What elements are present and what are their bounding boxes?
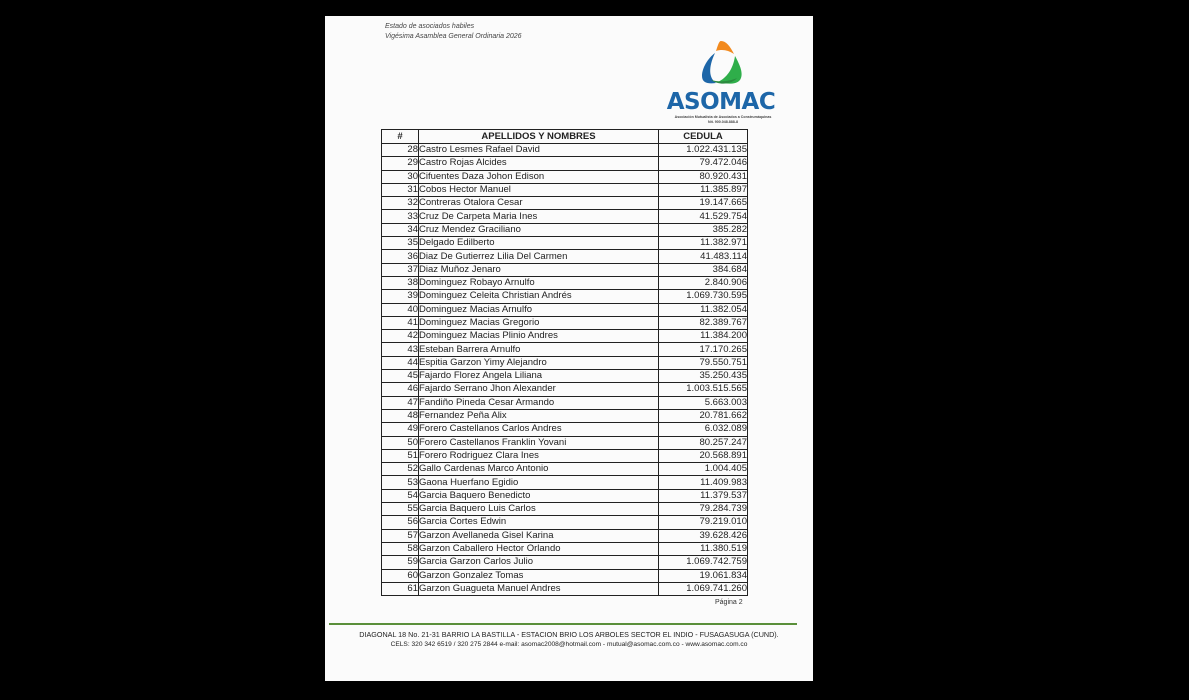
row-number: 52 — [382, 463, 419, 476]
table-row — [382, 276, 748, 289]
logo-wordmark: ASOMAC — [666, 89, 776, 115]
row-name: Esteban Barrera Arnulfo — [419, 343, 659, 356]
table-row — [382, 303, 748, 316]
table-row — [382, 290, 748, 303]
triangle-logo-icon — [696, 38, 746, 88]
row-cedula: 1.069.730.595 — [659, 290, 748, 303]
row-number: 60 — [382, 569, 419, 582]
row-cedula: 6.032.089 — [659, 423, 748, 436]
row-name: Castro Lesmes Rafael David — [419, 144, 659, 157]
footer-contact: CELS: 320 342 6519 / 320 275 2844 e-mail: asomac2008@hotmail.com - mutual@asomac.com.co - www.asomac.com.co — [390, 641, 748, 648]
row-name: Dominguez Macias Plinio Andres — [419, 330, 659, 343]
row-name: Garzon Gonzalez Tomas — [419, 569, 659, 582]
row-name: Fandiño Pineda Cesar Armando — [419, 396, 659, 409]
table-row — [382, 330, 748, 343]
row-number: 33 — [382, 210, 419, 223]
row-name: Castro Rojas Alcides — [419, 157, 659, 170]
row-cedula: 79.550.751 — [659, 356, 748, 369]
row-name: Dominguez Celeita Christian Andrés — [419, 290, 659, 303]
row-number: 53 — [382, 476, 419, 489]
row-cedula: 11.382.971 — [659, 237, 748, 250]
row-name: Garzon Guagueta Manuel Andres — [419, 582, 659, 595]
row-name: Forero Rodriguez Clara Ines — [419, 449, 659, 462]
row-cedula: 20.781.662 — [659, 409, 748, 422]
table-row — [382, 316, 748, 329]
row-number: 30 — [382, 170, 419, 183]
row-name: Garcia Baquero Benedicto — [419, 489, 659, 502]
document-page — [325, 16, 813, 681]
row-cedula: 5.663.003 — [659, 396, 748, 409]
row-number: 51 — [382, 449, 419, 462]
row-number: 35 — [382, 237, 419, 250]
row-name: Cruz De Carpeta Maria Ines — [419, 210, 659, 223]
table-row — [382, 423, 748, 436]
row-number: 43 — [382, 343, 419, 356]
document-header — [385, 22, 522, 42]
asomac-logo — [663, 38, 779, 142]
row-number: 37 — [382, 263, 419, 276]
row-number: 54 — [382, 489, 419, 502]
row-number: 32 — [382, 197, 419, 210]
row-number: 47 — [382, 396, 419, 409]
row-number: 50 — [382, 436, 419, 449]
row-name: Forero Castellanos Franklin Yovani — [419, 436, 659, 449]
header-line-2: Vigésima Asamblea General Ordinaria 2026 — [385, 33, 522, 40]
logo-nit: Nit. 900.048.888-8 — [708, 119, 738, 124]
table-row — [382, 210, 748, 223]
row-name: Espitia Garzon Yimy Alejandro — [419, 356, 659, 369]
row-name: Cobos Hector Manuel — [419, 183, 659, 196]
row-number: 57 — [382, 529, 419, 542]
row-name: Contreras Otalora Cesar — [419, 197, 659, 210]
logo-subtitle — [671, 115, 775, 124]
row-name: Dominguez Macias Gregorio — [419, 316, 659, 329]
table-row — [382, 569, 748, 582]
row-cedula: 385.282 — [659, 223, 748, 236]
row-name: Forero Castellanos Carlos Andres — [419, 423, 659, 436]
table-row — [382, 503, 748, 516]
row-cedula: 41.483.114 — [659, 250, 748, 263]
row-number: 59 — [382, 556, 419, 569]
row-name: Diaz Muñoz Jenaro — [419, 263, 659, 276]
table-row — [382, 529, 748, 542]
row-number: 58 — [382, 542, 419, 555]
row-number: 28 — [382, 144, 419, 157]
table-row — [382, 144, 748, 157]
table-row — [382, 343, 748, 356]
row-number: 31 — [382, 183, 419, 196]
row-number: 61 — [382, 582, 419, 595]
row-name: Fajardo Florez Angela Liliana — [419, 370, 659, 383]
row-cedula: 384.684 — [659, 263, 748, 276]
row-cedula: 2.840.906 — [659, 276, 748, 289]
row-number: 56 — [382, 516, 419, 529]
header-names: APELLIDOS Y NOMBRES — [419, 130, 659, 144]
row-cedula: 79.219.010 — [659, 516, 748, 529]
row-name: Diaz De Gutierrez Lilia Del Carmen — [419, 250, 659, 263]
row-name: Cifuentes Daza Johon Edison — [419, 170, 659, 183]
row-cedula: 82.389.767 — [659, 316, 748, 329]
table-row — [382, 436, 748, 449]
row-cedula: 79.472.046 — [659, 157, 748, 170]
logo-subtitle-name: Asociación Mutualista de Asociados a Construmáquinas — [674, 115, 772, 119]
row-cedula: 1.004.405 — [659, 463, 748, 476]
footer-divider — [329, 623, 797, 625]
table-row — [382, 409, 748, 422]
table-row — [382, 157, 748, 170]
row-cedula: 80.920.431 — [659, 170, 748, 183]
table-row — [382, 582, 748, 595]
table-row — [382, 263, 748, 276]
row-name: Cruz Mendez Graciliano — [419, 223, 659, 236]
row-number: 42 — [382, 330, 419, 343]
table-row — [382, 489, 748, 502]
row-number: 40 — [382, 303, 419, 316]
table-row — [382, 383, 748, 396]
row-name: Garcia Garzon Carlos Julio — [419, 556, 659, 569]
header-line-1: Estado de asociados habiles — [385, 23, 475, 30]
table-row — [382, 183, 748, 196]
table-row — [382, 476, 748, 489]
table-row — [382, 516, 748, 529]
row-name: Gallo Cardenas Marco Antonio — [419, 463, 659, 476]
row-name: Garcia Baquero Luis Carlos — [419, 503, 659, 516]
table-row — [382, 556, 748, 569]
row-cedula: 19.061.834 — [659, 569, 748, 582]
table-header-row — [382, 130, 748, 144]
row-cedula: 35.250.435 — [659, 370, 748, 383]
header-number: # — [382, 130, 419, 144]
row-name: Dominguez Robayo Arnulfo — [419, 276, 659, 289]
row-cedula: 1.003.515.565 — [659, 383, 748, 396]
row-number: 48 — [382, 409, 419, 422]
row-number: 34 — [382, 223, 419, 236]
table-row — [382, 542, 748, 555]
row-cedula: 39.628.426 — [659, 529, 748, 542]
row-number: 49 — [382, 423, 419, 436]
row-cedula: 20.568.891 — [659, 449, 748, 462]
row-name: Gaona Huerfano Egidio — [419, 476, 659, 489]
row-cedula: 79.284.739 — [659, 503, 748, 516]
table-row — [382, 197, 748, 210]
row-name: Fernandez Peña Alix — [419, 409, 659, 422]
row-cedula: 80.257.247 — [659, 436, 748, 449]
associates-table — [381, 129, 748, 596]
footer-address: DIAGONAL 18 No. 21-31 BARRIO LA BASTILLA - ESTACION BRIO LOS ARBOLES SECTOR EL INDIO - FUSAGASUGA (CUND). — [359, 630, 779, 639]
row-cedula: 11.385.897 — [659, 183, 748, 196]
row-number: 41 — [382, 316, 419, 329]
row-cedula: 11.409.983 — [659, 476, 748, 489]
row-number: 44 — [382, 356, 419, 369]
row-cedula: 1.069.742.759 — [659, 556, 748, 569]
table-row — [382, 463, 748, 476]
row-number: 38 — [382, 276, 419, 289]
row-cedula: 11.379.537 — [659, 489, 748, 502]
row-number: 39 — [382, 290, 419, 303]
row-cedula: 17.170.265 — [659, 343, 748, 356]
row-cedula: 41.529.754 — [659, 210, 748, 223]
page-number: Página 2 — [715, 599, 743, 606]
row-number: 46 — [382, 383, 419, 396]
row-name: Dominguez Macias Arnulfo — [419, 303, 659, 316]
row-number: 36 — [382, 250, 419, 263]
row-number: 29 — [382, 157, 419, 170]
row-name: Garzon Caballero Hector Orlando — [419, 542, 659, 555]
row-cedula: 19.147.665 — [659, 197, 748, 210]
table-row — [382, 449, 748, 462]
table-row — [382, 396, 748, 409]
row-number: 45 — [382, 370, 419, 383]
table-row — [382, 370, 748, 383]
table-row — [382, 250, 748, 263]
row-name: Garzon Avellaneda Gisel Karina — [419, 529, 659, 542]
row-cedula: 1.069.741.260 — [659, 582, 748, 595]
row-name: Delgado Edilberto — [419, 237, 659, 250]
row-cedula: 1.022.431.135 — [659, 144, 748, 157]
table-row — [382, 237, 748, 250]
table-row — [382, 223, 748, 236]
row-cedula: 11.380.519 — [659, 542, 748, 555]
row-name: Fajardo Serrano Jhon Alexander — [419, 383, 659, 396]
table-row — [382, 170, 748, 183]
row-name: Garcia Cortes Edwin — [419, 516, 659, 529]
row-cedula: 11.384.200 — [659, 330, 748, 343]
header-cedula: CEDULA — [659, 130, 748, 144]
table-row — [382, 356, 748, 369]
row-cedula: 11.382.054 — [659, 303, 748, 316]
row-number: 55 — [382, 503, 419, 516]
